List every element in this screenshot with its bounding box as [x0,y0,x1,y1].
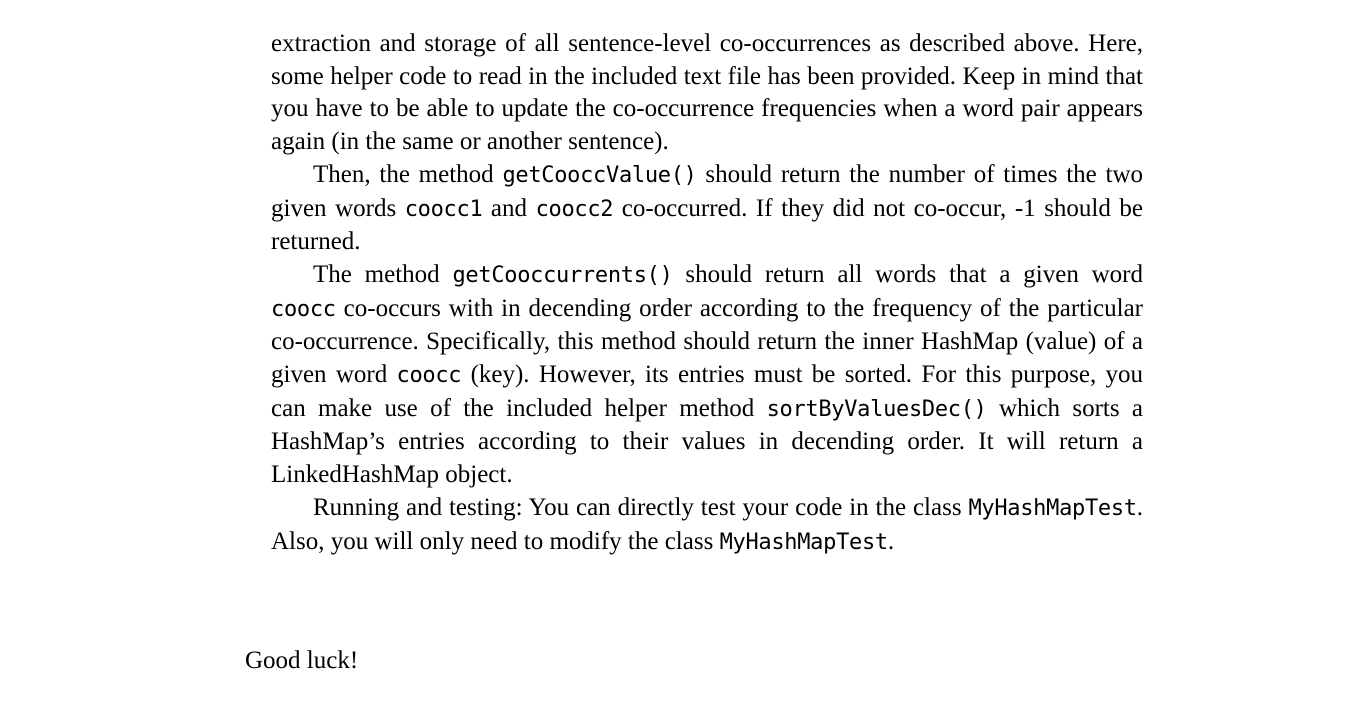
paragraph-text: extraction and storage of all sentence-level co-occurrences as described above. Here, some helper code to read in the included text file has been provided. Keep in mind that you have to be able to update the co-occurrence frequencies when a word pair appears again (in the same or another sentence). [271,30,1143,156]
paragraph-text: and [482,194,536,222]
code-variable-name: coocc2 [535,196,614,222]
paragraph-running-testing [271,492,1143,559]
code-method-name: sortByValuesDec() [766,396,987,422]
code-method-name: getCooccurrents() [452,262,673,288]
code-method-name: getCooccValue() [502,162,697,188]
paragraph-text: should return all words that a given word [672,260,1144,288]
paragraph-text: (key). However, its entries must be sorted. For this purpose, you can make use of the included helper method [271,361,1144,422]
code-variable-name: coocc [271,296,336,322]
paragraph-text: should return the number of times the two given words [271,160,1143,222]
paragraph-text: Running and testing: You can directly test your code in the class [313,493,969,521]
paragraph-getcooccurrents [271,259,1143,492]
paragraph-storage [271,28,1143,159]
paragraph-text: which sorts a HashMap’s entries according to their values in decending order. It will return a LinkedHashMap object. [271,394,1143,489]
paragraph-text: . [887,527,895,555]
paragraph-text: The method [313,260,453,288]
paragraph-text: co-occurs with in decending order according to the frequency of the particular co-occurrence. Specifically, this method should return the inner HashMap (value) of a given word [271,294,1143,389]
closing-line: Good luck! [245,647,359,674]
paragraph-text: Then, the method [313,160,503,188]
code-variable-name: coocc [396,363,462,389]
code-class-name: MyHashMapTest [719,529,888,555]
paragraph-getcooccvalue [271,159,1143,259]
code-variable-name: coocc1 [404,196,483,222]
code-class-name: MyHashMapTest [968,495,1137,521]
document-body [271,28,1143,559]
paragraph-text: . Also, you will only need to modify the class [271,493,1143,555]
paragraph-text: co-occurred. If they did not co-occur, -1 should be returned. [271,194,1143,256]
